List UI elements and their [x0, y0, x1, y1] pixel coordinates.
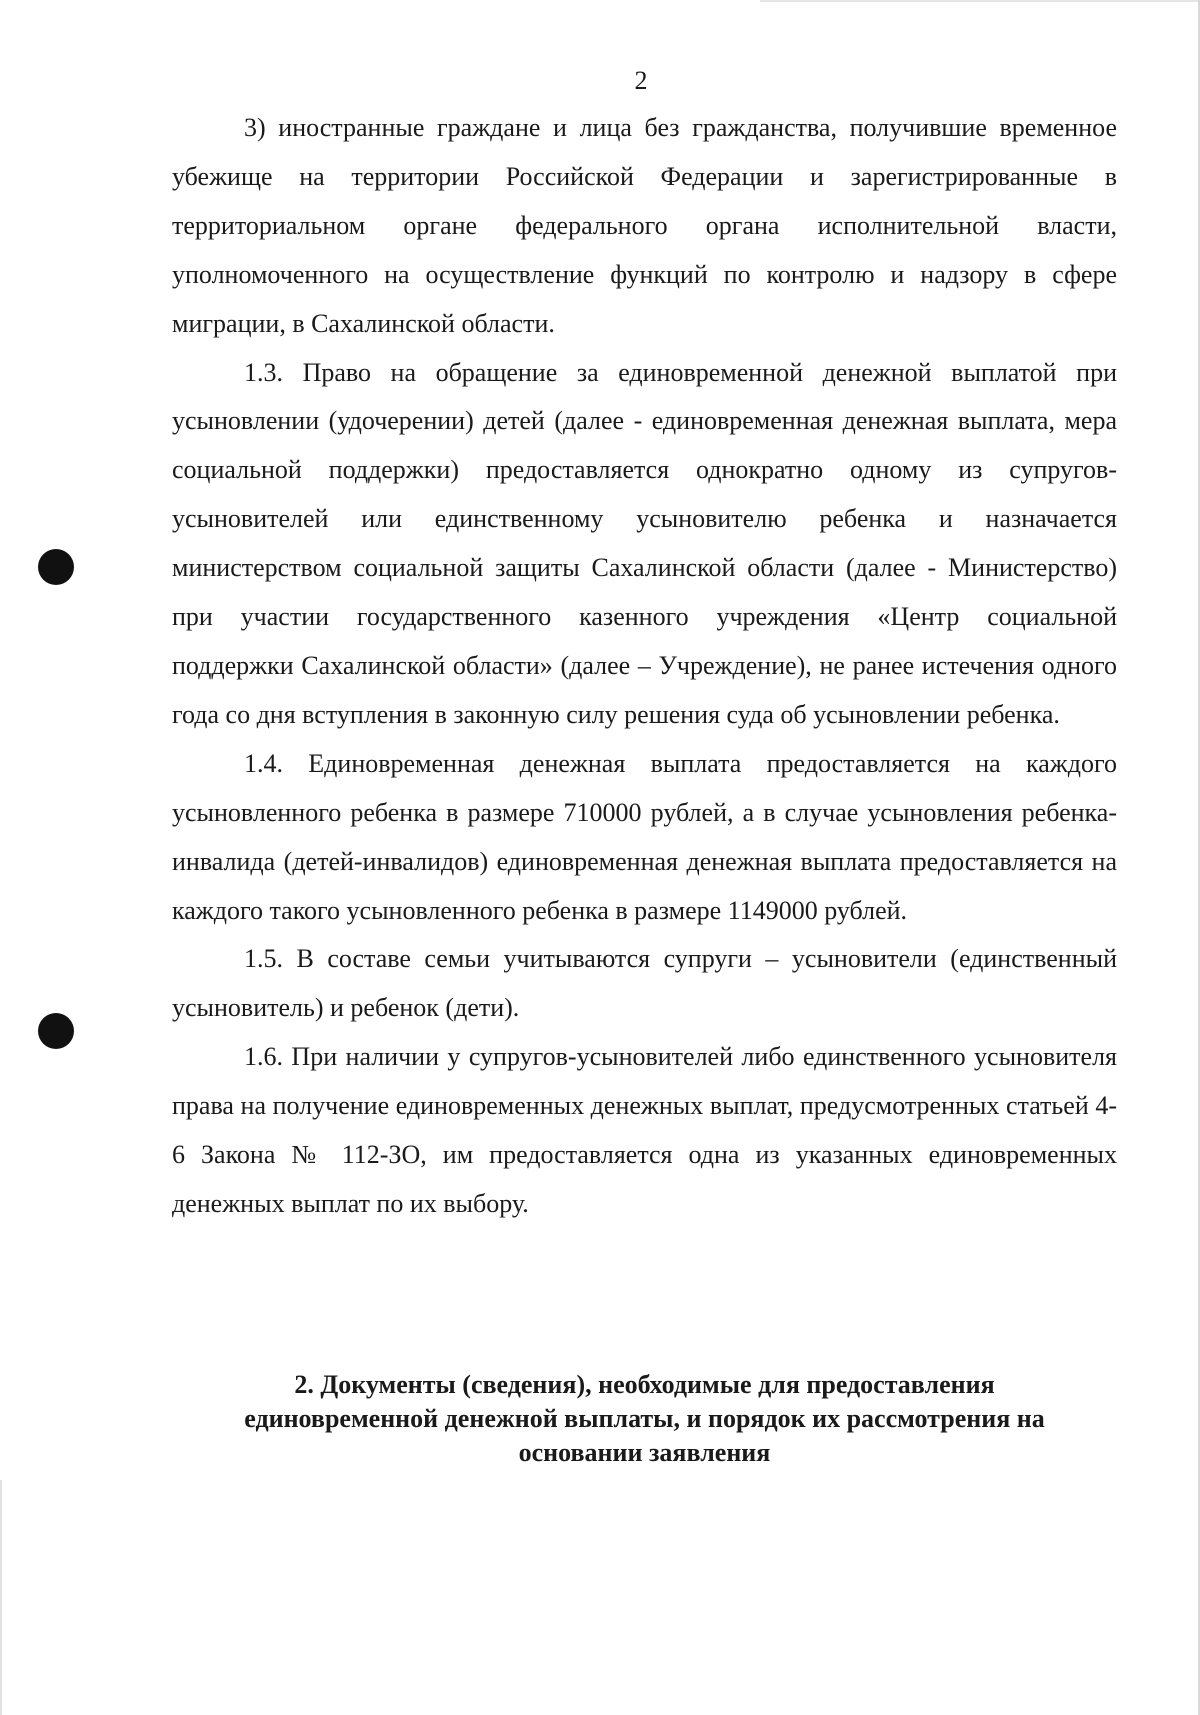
paragraph-1-3: 1.3. Право на обращение за единовременной денежной выплатой при усыновлении (удочерении) детей (далее - единовременная денежная выплата, мера социальной поддержки) предоставляется однократно одному из супругов-усыновителей или единственному усыновителю ребенка и назначается министерством социальной защиты Сахалинской области (далее - Министерство) при участии государственного казенного учреждения «Центр социальной поддержки Сахалинской области» (далее – Учреждение), не ранее истечения одного года со дня вступления в законную силу решения суда об усыновлении ребенка. [172, 357, 1117, 729]
section-heading-line-3: основании заявления [518, 1438, 771, 1467]
paragraph-item-3: 3) иностранные граждане и лица без гражданства, получившие временное убежище на территории Российской Федерации и зарегистрированные в территориальном органе федерального органа исполнительной власти, уполномоченного на осуществление функций по контролю и надзору в сфере миграции, в Сахалинской области. [172, 113, 1117, 338]
section-heading-line-2: единовременной денежной выплаты, и порядок их рассмотрения на [244, 1404, 1045, 1433]
paragraph-1-6: 1.6. При наличии у супругов-усыновителей либо единственного усыновителя права на получение единовременных денежных выплат, предусмотренных статьей 4-6 Закона № 112-ЗО, им предоставляется одна из указанных единовременных денежных выплат по их выбору. [172, 1042, 1117, 1218]
paragraph-1-4: 1.4. Единовременная денежная выплата предоставляется на каждого усыновленного ребенка в размере 710000 рублей, а в случае усыновления ребенка-инвалида (детей-инвалидов) единовременная денежная выплата предоставляется на каждого такого усыновленного ребенка в размере 1149000 рублей. [172, 748, 1117, 925]
section-heading-line-1: 2. Документы (сведения), необходимые для предоставления [294, 1370, 995, 1399]
page-number: 2 [634, 66, 648, 95]
punch-hole-top [38, 549, 74, 585]
document-body [172, 104, 1117, 1229]
scan-edge-top [760, 0, 1200, 2]
punch-hole-bottom [38, 1013, 74, 1049]
paragraph-1-5: 1.5. В составе семьи учитываются супруги – усыновители (единственный усыновитель) и ребенок (дети). [172, 944, 1117, 1023]
scan-edge-left [0, 1480, 2, 1715]
section-heading [172, 1368, 1117, 1470]
